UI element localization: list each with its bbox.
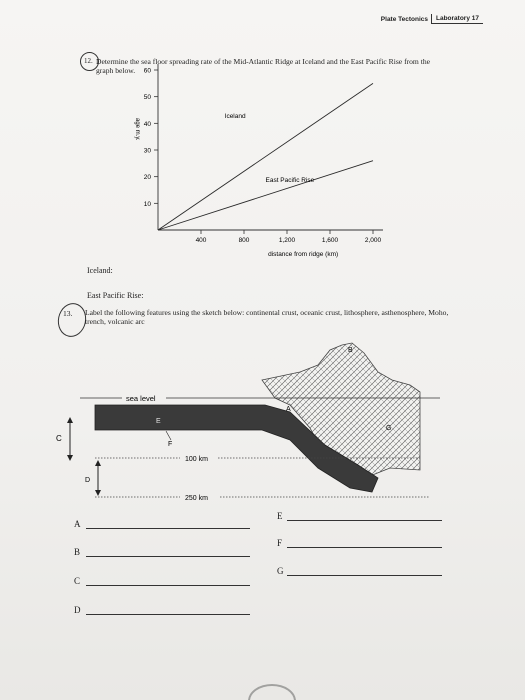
y-tick-label: 50: [143, 94, 151, 102]
blank-line-a[interactable]: [86, 528, 250, 529]
sea-level-label: sea level: [126, 394, 156, 403]
label-b: B: [348, 347, 353, 354]
x-tick-label: 1,200: [278, 237, 296, 244]
q12-number: 12.: [84, 57, 93, 65]
series-label: Iceland: [224, 113, 246, 120]
section-title: Plate Tectonics: [380, 15, 428, 23]
blank-line-b[interactable]: [86, 556, 250, 557]
y-tick-label: 10: [143, 200, 151, 208]
blank-label-a: A: [74, 519, 81, 529]
x-tick-label: 400: [195, 237, 207, 244]
y-tick-label: 30: [143, 147, 151, 155]
blank-label-d: D: [74, 605, 81, 615]
lab-number: Laboratory 17: [431, 14, 483, 24]
label-f: F: [168, 441, 173, 448]
x-tick-label: 800: [238, 237, 250, 244]
blank-label-b: B: [74, 547, 81, 557]
y-tick-label: 40: [143, 120, 151, 128]
answer-label-east-pacific-rise: East Pacific Rise:: [87, 291, 144, 300]
blank-label-c: C: [74, 576, 81, 586]
y-tick-label: 60: [143, 67, 151, 75]
blank-label-f: F: [277, 538, 283, 548]
blank-label-g: G: [277, 566, 284, 576]
q13-number: 13.: [63, 309, 73, 318]
q12-text: Determine the sea floor spreading rate of the Mid-Atlantic Ridge at Iceland and the East Pacific Rise from the graph below.: [96, 57, 431, 75]
y-tick-label: 20: [143, 174, 151, 182]
x-tick-label: 2,000: [364, 237, 382, 244]
answer-label-iceland: Iceland:: [87, 266, 113, 275]
blank-line-f[interactable]: [287, 547, 442, 548]
blank-line-d[interactable]: [86, 614, 250, 615]
label-e: E: [156, 418, 161, 425]
series-label: East Pacific Rise: [265, 177, 315, 184]
blank-line-c[interactable]: [86, 585, 250, 586]
q13-text: Label the following features using the sketch below: continental crust, oceanic crust, lithosphere, asthenosphere, Moho, trench, volcanic arc: [85, 308, 449, 326]
blank-line-e[interactable]: [287, 520, 442, 521]
label-d: D: [85, 477, 91, 484]
label-g: G: [386, 425, 392, 432]
depth-100km-label: 100 km: [185, 456, 208, 463]
blank-line-g[interactable]: [287, 575, 442, 576]
x-tick-label: 1,600: [321, 237, 339, 244]
y-axis-label: age m.y.: [134, 118, 140, 141]
label-c: C: [56, 434, 62, 443]
depth-250km-label: 250 km: [185, 495, 208, 502]
blank-label-e: E: [277, 511, 283, 521]
label-a: A: [286, 406, 291, 413]
x-axis-label: distance from ridge (km): [268, 251, 339, 258]
